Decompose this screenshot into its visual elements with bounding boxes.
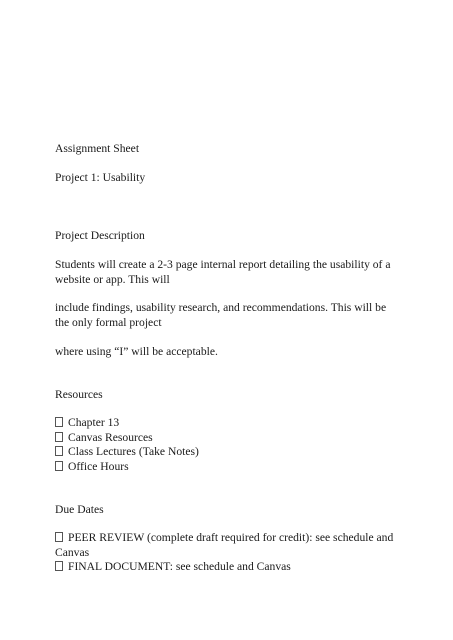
missing-glyph-box-icon bbox=[55, 532, 63, 542]
missing-glyph-box-icon bbox=[55, 432, 63, 442]
missing-glyph-box-icon bbox=[55, 561, 63, 571]
missing-glyph-box-icon bbox=[55, 446, 63, 456]
resource-item bbox=[55, 460, 400, 475]
resource-item-label: Chapter 13 bbox=[68, 416, 120, 429]
resource-item-label: Office Hours bbox=[68, 460, 129, 473]
due-date-item-label: PEER REVIEW (complete draft required for credit): see schedule and Canvas bbox=[55, 531, 394, 559]
project-title: Project 1: Usability bbox=[55, 171, 146, 184]
document-heading: Assignment Sheet bbox=[55, 142, 140, 155]
description-paragraph-2: include findings, usability research, and recommendations. This will be the only formal project bbox=[55, 301, 387, 329]
due-dates-heading: Due Dates bbox=[55, 503, 104, 516]
due-date-item-label: FINAL DOCUMENT: see schedule and Canvas bbox=[68, 560, 291, 573]
resource-item-label: Canvas Resources bbox=[68, 431, 153, 444]
missing-glyph-box-icon bbox=[55, 417, 63, 427]
description-heading: Project Description bbox=[55, 229, 145, 242]
resource-item bbox=[55, 416, 400, 431]
missing-glyph-box-icon bbox=[55, 461, 63, 471]
resource-item-label: Class Lectures (Take Notes) bbox=[68, 445, 199, 458]
resource-item bbox=[55, 445, 400, 460]
resource-item bbox=[55, 431, 400, 446]
description-paragraph-3: where using “I” will be acceptable. bbox=[55, 345, 218, 358]
due-date-item bbox=[55, 560, 400, 575]
due-date-item bbox=[55, 531, 400, 560]
resources-heading: Resources bbox=[55, 388, 103, 401]
description-paragraph-1: Students will create a 2-3 page internal report detailing the usability of a website or app. This will bbox=[55, 258, 391, 286]
